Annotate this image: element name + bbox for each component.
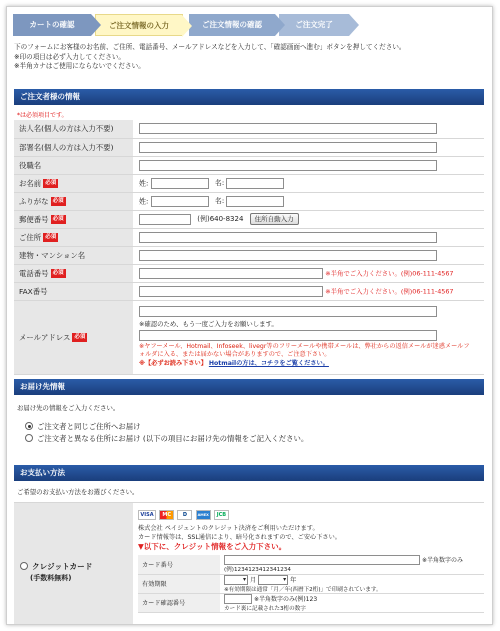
diners-icon: D [177,510,192,520]
card-number-input[interactable] [224,555,420,565]
card-number-label: カード番号 [138,555,220,574]
expiry-year-select[interactable] [258,575,288,585]
phone-input[interactable] [139,268,323,279]
delivery-option-same[interactable]: ご注文者と同じご住所へお届け [25,421,140,432]
step-complete: ご注文完了 [279,14,349,36]
credit-fee: (手数料無料) [30,574,72,582]
zip-example: (例)640-8324 [197,215,244,223]
payment-text: ご希望のお支払い方法をお選びください。 [17,488,139,496]
required-badge: 必須 [52,270,64,276]
step-cart: カートの確認 [13,14,91,36]
step-order-confirm: ご注文情報の確認 [189,14,275,36]
kana-label-cell: ふりがな 必須 [14,192,133,210]
radio-credit[interactable] [20,562,28,570]
delivery-option-different[interactable]: ご注文者と異なる住所にお届け (以下の項目にお届け先の情報をご記入ください。 [25,433,308,444]
expiry-month-select[interactable] [224,575,248,585]
credit-details [138,503,484,625]
section-payment: お支払い方法 [14,465,484,481]
building-input[interactable] [139,250,437,261]
required-badge: 必須 [45,234,57,240]
required-badge: 必須 [45,180,57,186]
fax-input[interactable] [139,286,323,297]
last-name-input[interactable] [151,178,209,189]
position-label: 役職名 [14,156,133,174]
card-number-note: ※半角数字のみ [421,557,463,565]
jcb-icon: JCB [214,510,229,520]
visa-icon: VISA [138,510,156,520]
first-name-input[interactable] [226,178,284,189]
intro-text: 下のフォームにお客様のお名前、ご住所、電話番号、メールアドレスなどを入力して、「確認画面へ進む」ボタンを押してください。 ※印の項目は必ず入力してください。 ※半角カナはご使用にならないでください。 [14,43,406,70]
security-code-input[interactable] [224,594,252,604]
email-confirm-note: ※確認のため、もう一度ご入力をお願いします。 [139,319,278,328]
email-confirm-input[interactable] [139,330,437,341]
amex-icon: AMEX [196,510,211,520]
email-warning-1: ※ヤフーメール、Hotmail、Infoseek、livegr等のフリーメールや携帯メールは、弊社からの返信メールが迷惑メールフ [139,342,470,350]
company-input[interactable] [139,123,437,134]
radio-different-address[interactable] [25,434,33,442]
security-code-note: ※半角数字のみ(例)123 [253,595,318,603]
company-label: 法人名(個人の方は入力不要) [14,120,133,138]
fax-note: ※半角でご入力ください。(例)06-111-4567 [325,287,454,295]
expiry-label: 有効期限 [138,574,220,593]
required-badge: 必須 [74,334,86,340]
phone-label-cell: 電話番号 必須 [14,264,133,282]
required-note: *は必須項目です。 [17,112,68,119]
security-code-note-2: カード裏に記載された3桁の数字 [224,605,306,612]
dept-input[interactable] [139,142,437,153]
card-logos [138,510,230,520]
page-frame [6,6,493,625]
orderer-form: 法人名(個人の方は入力不要) 部署名(個人の方は入力不要) 役職名 お名前 必須 姓: 名: ふりがな 必須 姓: 名: 郵便番号 必須 (例)640-8324 住所自動入力 ご住所 必須 建物・マンション名 電話番号 必須 ※半角でご入力ください。(例)06-111-4567 FAX番号 ※半角でご入力ください。(例)06-111-4567 メールアドレス 必須 ※確認のため、もう一度ご入力をお願いします。 ※ヤフーメール、Hotmail、Infoseek、livegr等のフリーメールや携帯メールは、弊社からの返信メールが迷惑メールフ ォルダに入る、または届かない場合がありますので、ご注意下さい。 ※【必ずお読み下さい】 Hotmailの方は、コチラをご覧ください。 [14,120,484,375]
zip-autofill-button[interactable]: 住所自動入力 [250,213,299,225]
section-delivery: お届け先情報 [14,379,484,395]
credit-description: 株式会社 ペイジェントのクレジット決済をご利用いただけます。 カード情報等は、SSL通信により、暗号化されますので、ご安心下さい。 ▼以下に、クレジット情報をご入力下さい。 [138,525,341,551]
credit-option-cell [14,503,133,625]
position-input[interactable] [139,160,437,171]
radio-same-address[interactable] [25,422,33,430]
security-code-label: カード確認番号 [138,593,220,612]
progress-steps [13,14,353,36]
credit-warning: ▼以下に、クレジット情報をご入力下さい。 [138,542,287,551]
required-badge: 必須 [52,216,64,222]
payment-credit-row [14,502,484,625]
first-kana-input[interactable] [226,196,284,207]
required-badge: 必須 [52,198,64,204]
dept-label: 部署名(個人の方は入力不要) [14,138,133,156]
email-warning-2: ォルダに入る、または届かない場合がありますので、ご注意下さい。 [139,351,331,359]
zip-input[interactable] [139,214,191,225]
credit-form: カード番号 ※半角数字のみ (例)1234123412341234 有効期限 ▾ 月 ▾ 年 ※有効期限は通常「月／年(西暦下2桁)」で印刷されています。 カード確認番号 ※半角数字のみ(例)123 カード裏に記載された3桁の数字 [138,555,484,613]
expiry-note: ※有効期限は通常「月／年(西暦下2桁)」で印刷されています。 [224,586,382,593]
phone-note: ※半角でご入力ください。(例)06-111-4567 [325,269,454,277]
email-input[interactable] [139,306,437,317]
address-input[interactable] [139,232,437,243]
card-number-example: (例)1234123412341234 [224,567,291,574]
zip-label-cell: 郵便番号 必須 [14,210,133,228]
name-label-cell: お名前 必須 [14,174,133,192]
address-label-cell: ご住所 必須 [14,228,133,246]
last-kana-input[interactable] [151,196,209,207]
step-order-input: ご注文情報の入力 [95,14,183,36]
hotmail-link[interactable]: Hotmailの方は、コチラをご覧ください。 [208,359,329,367]
building-label: 建物・マンション名 [14,246,133,264]
credit-option[interactable]: クレジットカード [20,561,92,572]
fax-label: FAX番号 [14,282,133,300]
mastercard-icon: MC [159,510,174,520]
delivery-text: お届け先の情報をご入力ください。 [17,404,120,412]
section-orderer: ご注文者様の情報 [14,89,484,105]
email-label-cell: メールアドレス 必須 [14,300,133,374]
